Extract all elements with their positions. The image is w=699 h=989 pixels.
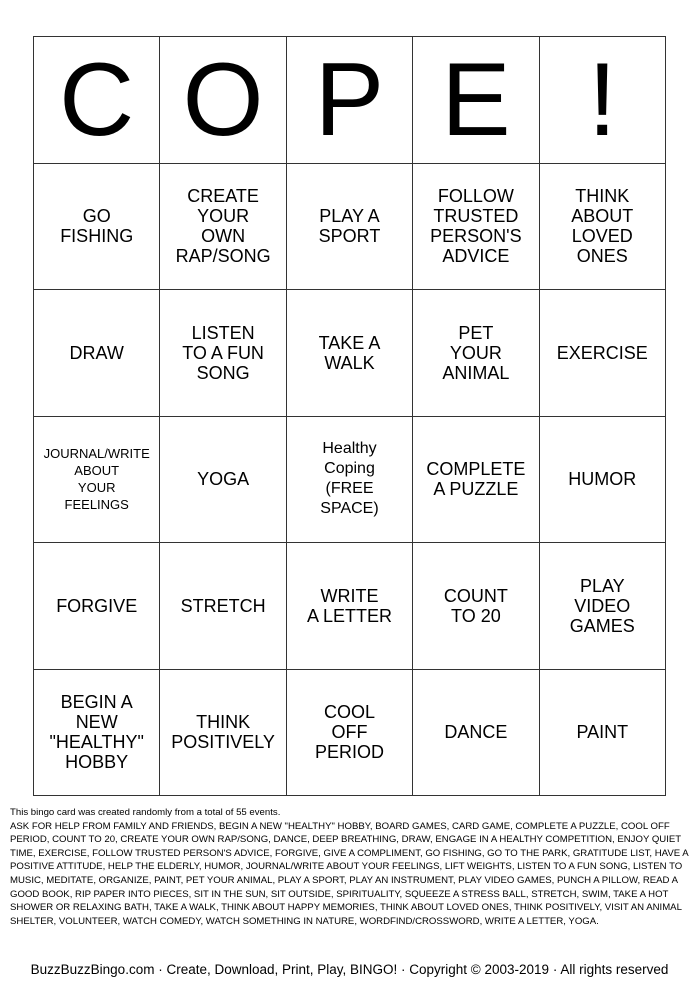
bingo-cell: PLAY A SPORT bbox=[287, 164, 413, 291]
bingo-cell: PLAY VIDEO GAMES bbox=[540, 543, 666, 670]
bingo-cell: BEGIN A NEW "HEALTHY" HOBBY bbox=[34, 670, 160, 797]
note-intro: This bingo card was created randomly from a total of 55 events. bbox=[10, 807, 281, 818]
header-letter: ! bbox=[540, 37, 666, 164]
free-space-cell: Healthy Coping (FREE SPACE) bbox=[287, 417, 413, 544]
bingo-cell: DANCE bbox=[413, 670, 539, 797]
header-letter: C bbox=[34, 37, 160, 164]
header-letter: P bbox=[287, 37, 413, 164]
bingo-cell: YOGA bbox=[160, 417, 286, 544]
bingo-cell: JOURNAL/WRITE ABOUT YOUR FEELINGS bbox=[34, 417, 160, 544]
bingo-cell: PAINT bbox=[540, 670, 666, 797]
footer-copyright: BuzzBuzzBingo.com · Create, Download, Print, Play, BINGO! · Copyright © 2003-2019 · All rights reserved bbox=[30, 962, 669, 977]
events-note bbox=[10, 806, 690, 928]
bingo-cell: LISTEN TO A FUN SONG bbox=[160, 290, 286, 417]
bingo-cell: CREATE YOUR OWN RAP/SONG bbox=[160, 164, 286, 291]
bingo-cell: DRAW bbox=[34, 290, 160, 417]
bingo-cell: THINK POSITIVELY bbox=[160, 670, 286, 797]
bingo-cell: THINK ABOUT LOVED ONES bbox=[540, 164, 666, 291]
bingo-cell: FOLLOW TRUSTED PERSON'S ADVICE bbox=[413, 164, 539, 291]
bingo-cell: GO FISHING bbox=[34, 164, 160, 291]
header-letter: O bbox=[160, 37, 286, 164]
bingo-cell: PET YOUR ANIMAL bbox=[413, 290, 539, 417]
bingo-cell: TAKE A WALK bbox=[287, 290, 413, 417]
bingo-cell: WRITE A LETTER bbox=[287, 543, 413, 670]
bingo-cell: COOL OFF PERIOD bbox=[287, 670, 413, 797]
bingo-cell: HUMOR bbox=[540, 417, 666, 544]
bingo-cell: FORGIVE bbox=[34, 543, 160, 670]
note-events-list: ASK FOR HELP FROM FAMILY AND FRIENDS, BEGIN A NEW "HEALTHY" HOBBY, BOARD GAMES, CARD GAME, COMPLETE A PUZZLE, COOL OFF PERIOD, COUNT TO 20, CREATE YOUR OWN RAP/SONG, DANCE, DEEP BREATHING, DRAW, ENGAGE IN A HEALTHY COMPETITION, ENJOY QUIET TIME, EXERCISE, FOLLOW TRUSTED PERSON'S ADVICE, FORGIVE, GIVE A COMPLIMENT, GO FISHING, GO TO THE PARK, GRATITUDE LIST, HAVE A POSITIVE ATTITUDE, HELP THE ELDERLY, HUMOR, JOURNAL/WRITE ABOUT YOUR FEELINGS, LIFT WEIGHTS, LISTEN TO A FUN SONG, LISTEN TO MUSIC, MEDITATE, ORGANIZE, PAINT, PET YOUR ANIMAL, PLAY A SPORT, PLAY AN INSTRUMENT, PLAY VIDEO GAMES, PUNCH A PILLOW, READ A GOOD BOOK, RIP PAPER INTO PIECES, SIT IN THE SUN, SIT OUTSIDE, SPIRITUALITY, SQUEEZE A STRESS BALL, STRETCH, SWIM, TAKE A HOT SHOWER OR RELAXING BATH, TAKE A WALK, THINK ABOUT HAPPY MEMORIES, THINK ABOUT LOVED ONES, THINK POSITIVELY, VISIT AN ANIMAL SHELTER, VOLUNTEER, WATCH COMEDY, WATCH SOMETHING IN NATURE, WORDFIND/CROSSWORD, WRITE A LETTER, YOGA. bbox=[10, 820, 689, 927]
bingo-cell: STRETCH bbox=[160, 543, 286, 670]
header-letter: E bbox=[413, 37, 539, 164]
bingo-cell: COMPLETE A PUZZLE bbox=[413, 417, 539, 544]
bingo-cell: EXERCISE bbox=[540, 290, 666, 417]
bingo-cell: COUNT TO 20 bbox=[413, 543, 539, 670]
bingo-card bbox=[33, 36, 666, 796]
